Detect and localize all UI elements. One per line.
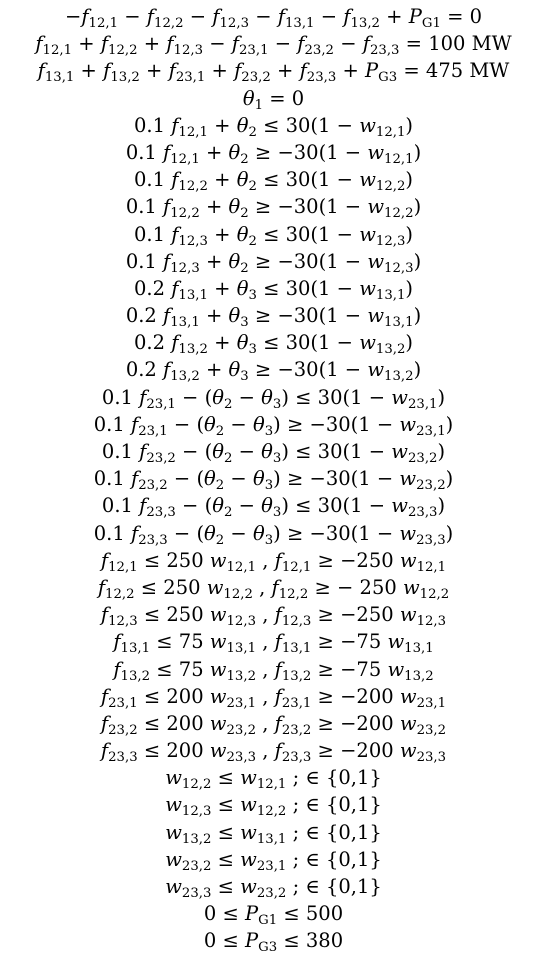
equation-line-23-seg-2-lower: 0.1 $f_{23,2} - (\theta_2 - \theta_3) \ge -30(1 - w_{23,2})$	[93, 467, 454, 494]
equation-binary-order-23-3: $w_{23,3} \le w_{23,2}$ ; ∈ {0,1}	[165, 875, 382, 902]
equation-line-13-seg-2-lower: 0.2 $f_{13,2} + \theta_3 \ge -30(1 - w_{13,2})$	[125, 358, 422, 385]
equation-line-23-seg-3-lower: 0.1 $f_{23,3} - (\theta_2 - \theta_3) \ge -30(1 - w_{23,3})$	[93, 521, 454, 548]
equation-line-12-seg-3-lower: 0.1 $f_{12,3} + \theta_2 \ge -30(1 - w_{12,3})$	[125, 249, 422, 276]
equation-balance-bus-3: $f_{13,1} + f_{13,2} + f_{23,1} + f_{23,2} + f_{23,3} + P_{G3} = 475$ MW	[37, 59, 510, 86]
equation-line-13-seg-1-lower: 0.2 $f_{13,1} + \theta_3 \ge -30(1 - w_{13,1})$	[125, 304, 422, 331]
equation-flow-limit-23-1: $f_{23,1} \le 200$ $w_{23,1}$ , $f_{23,1} \ge -200$ $w_{23,1}$	[100, 684, 447, 711]
equation-line-12-seg-2-upper: 0.1 $f_{12,2} + \theta_2 \le 30(1 - w_{12,2})$	[133, 168, 414, 195]
equation-binary-order-13-2: $w_{13,2} \le w_{13,1}$ ; ∈ {0,1}	[165, 820, 382, 847]
equation-line-23-seg-2-upper: 0.1 $f_{23,2} - (\theta_2 - \theta_3) \le 30(1 - w_{23,2})$	[101, 440, 446, 467]
equation-line-12-seg-1-lower: 0.1 $f_{12,1} + \theta_2 \ge -30(1 - w_{12,1})$	[125, 140, 422, 168]
equation-binary-order-23-2: $w_{23,2} \le w_{23,1}$ ; ∈ {0,1}	[165, 847, 382, 875]
equation-line-13-seg-2-upper: 0.2 $f_{13,2} + \theta_3 \le 30(1 - w_{13,2})$	[133, 331, 414, 358]
equation-flow-limit-23-3: $f_{23,3} \le 200$ $w_{23,3}$ , $f_{23,3} \ge -200$ $w_{23,3}$	[100, 739, 447, 766]
equation-reference-angle: $\theta_1 = 0$	[242, 86, 305, 113]
equation-line-12-seg-1-upper: 0.1 $f_{12,1} + \theta_2 \le 30(1 - w_{12,1})$	[133, 113, 414, 140]
equation-flow-limit-13-2: $f_{13,2} \le 75$ $w_{13,2}$ , $f_{13,2} \ge -75$ $w_{13,2}$	[113, 657, 434, 684]
equation-binary-order-12-3: $w_{12,3} \le w_{12,2}$ ; ∈ {0,1}	[165, 793, 382, 820]
equation-balance-bus-2: $f_{12,1} + f_{12,2} + f_{12,3} - f_{23,1} - f_{23,2} - f_{23,3} = 100$ MW	[35, 32, 512, 59]
equation-line-23-seg-1-upper: 0.1 $f_{23,1} - (\theta_2 - \theta_3) \le 30(1 - w_{23,1})$	[101, 385, 446, 412]
equation-flow-limit-23-2: $f_{23,2} \le 200$ $w_{23,2}$ , $f_{23,2} \ge -200$ $w_{23,2}$	[100, 711, 447, 739]
equation-gen-limit-g3: $0 \le P_{G3} \le 380$	[203, 929, 344, 956]
equation-line-23-seg-1-lower: 0.1 $f_{23,1} - (\theta_2 - \theta_3) \ge -30(1 - w_{23,1})$	[93, 412, 454, 440]
equation-balance-bus-1: $-f_{12,1} - f_{12,2} - f_{12,3} - f_{13,1} - f_{13,2} + P_{G1} = 0$	[64, 5, 483, 32]
equation-binary-order-12-2: $w_{12,2} \le w_{12,1}$ ; ∈ {0,1}	[165, 766, 382, 793]
equation-line-13-seg-1-upper: 0.2 $f_{13,1} + \theta_3 \le 30(1 - w_{13,1})$	[133, 276, 414, 304]
equation-line-12-seg-2-lower: 0.1 $f_{12,2} + \theta_2 \ge -30(1 - w_{12,2})$	[125, 195, 422, 222]
equation-line-23-seg-3-upper: 0.1 $f_{23,3} - (\theta_2 - \theta_3) \le 30(1 - w_{23,3})$	[101, 494, 446, 521]
equation-line-12-seg-3-upper: 0.1 $f_{12,3} + \theta_2 \le 30(1 - w_{12,3})$	[133, 222, 414, 249]
equation-flow-limit-12-3: $f_{12,3} \le 250$ $w_{12,3}$ , $f_{12,3} \ge -250$ $w_{12,3}$	[100, 603, 447, 630]
equation-flow-limit-13-1: $f_{13,1} \le 75$ $w_{13,1}$ , $f_{13,1} \ge -75$ $w_{13,1}$	[113, 630, 434, 657]
equation-gen-limit-g1: $0 \le P_{G1} \le 500$	[203, 902, 344, 929]
equation-flow-limit-12-2: $f_{12,2} \le 250$ $w_{12,2}$ , $f_{12,2}$ ≥ − 250 $w_{12,2}$	[97, 575, 450, 603]
equation-flow-limit-12-1: $f_{12,1} \le 250$ $w_{12,1}$ , $f_{12,1} \ge -250$ $w_{12,1}$	[100, 548, 447, 575]
